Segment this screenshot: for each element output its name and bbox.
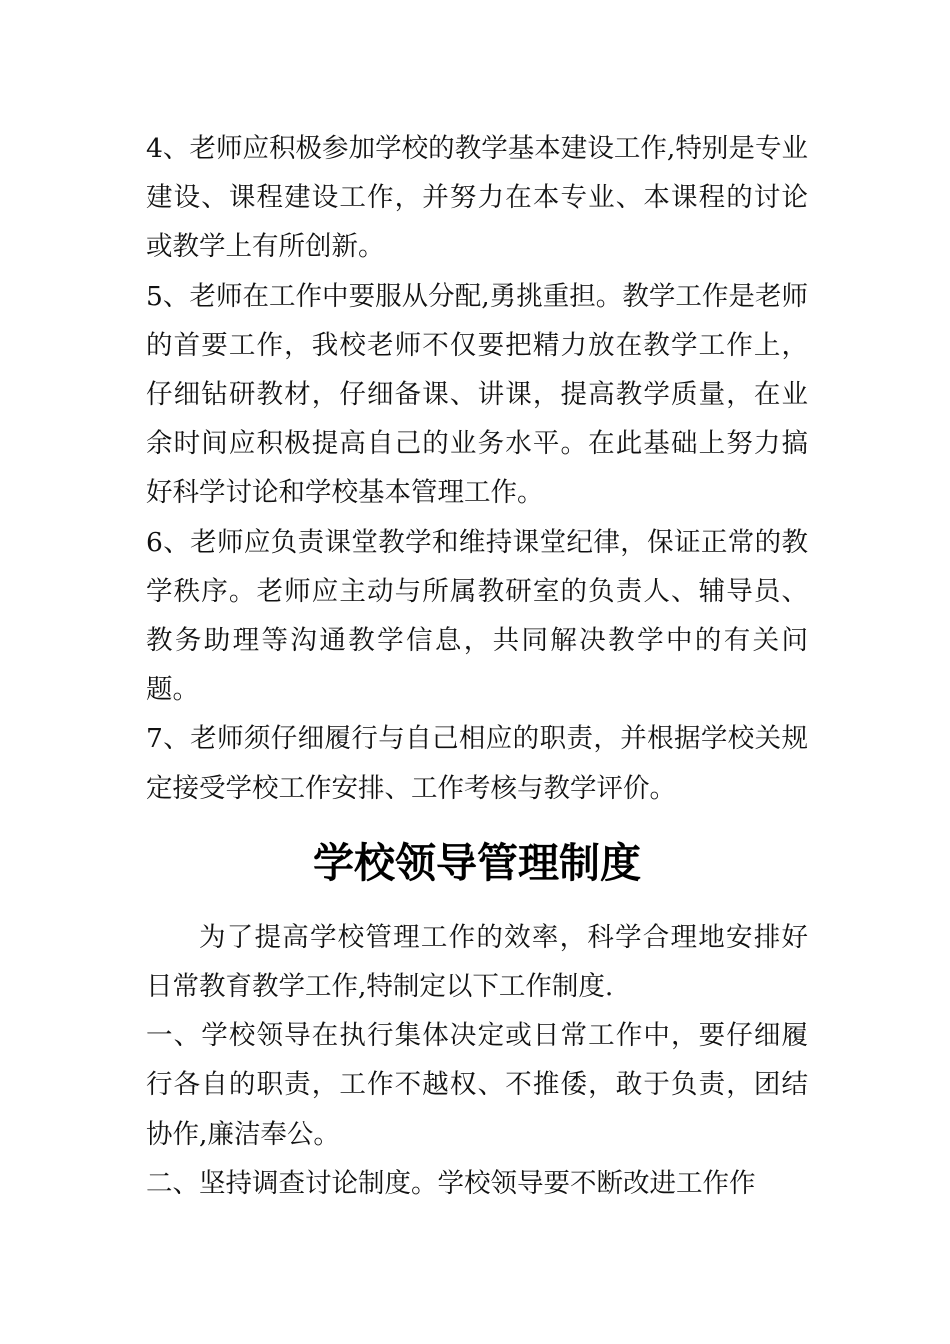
- document-body: [146, 124, 808, 1208]
- leadership-rule-2: 二、坚持调查讨论制度。学校领导要不断改进工作作: [146, 1167, 756, 1199]
- teacher-rule-4: 4、老师应积极参加学校的教学基本建设工作,特别是专业建设、课程建设工作，并努力在本专业、本课程的讨论或教学上有所创新。: [146, 133, 808, 263]
- leadership-rule-1: 一、学校领导在执行集体决定或日常工作中，要仔细履行各自的职责，工作不越权、不推倭，敢于负责，团结协作,廉洁奉公。: [146, 1020, 808, 1150]
- document-title: 学校领导管理制度: [313, 838, 641, 887]
- teacher-rule-7: 7、老师须仔细履行与自己相应的职责，并根据学校关规定接受学校工作安排、工作考核与教学评价。: [146, 723, 808, 804]
- intro-paragraph: 为了提高学校管理工作的效率，科学合理地安排好日常教育教学工作,特制定以下工作制度.: [146, 921, 808, 1003]
- teacher-rule-5: 5、老师在工作中要服从分配,勇挑重担。教学工作是老师的首要工作，我校老师不仅要把精力放在教学工作上，仔细钻研教材，仔细备课、讲课，提高教学质量，在业余时间应积极提高自己的业务水平。在此基础上努力搞好科学讨论和学校基本管理工作。: [146, 280, 808, 509]
- teacher-rule-6: 6、老师应负责课堂教学和维持课堂纪律，保证正常的教学秩序。老师应主动与所属教研室的负责人、辅导员、教务助理等沟通教学信息，共同解决教学中的有关问题。: [146, 526, 808, 706]
